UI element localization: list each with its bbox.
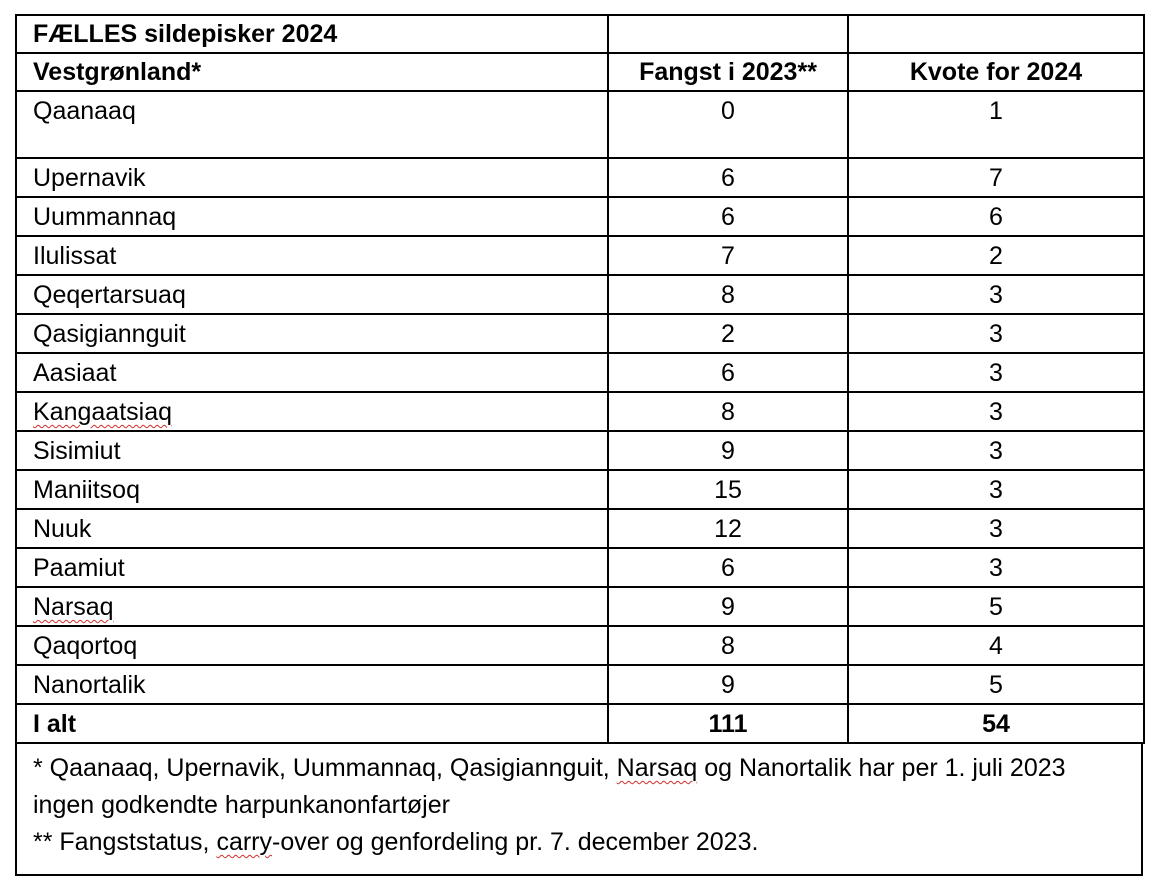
table-row — [16, 158, 1144, 197]
town-cell: Nuuk — [16, 509, 608, 548]
quota-cell: 5 — [848, 587, 1144, 626]
catch-cell: 8 — [608, 392, 848, 431]
table-row — [16, 314, 1144, 353]
catch-cell: 15 — [608, 470, 848, 509]
quota-table — [15, 14, 1145, 744]
footnote-1-text: * Qaanaaq, Upernavik, Uummannaq, Qasigiannguit, — [33, 754, 617, 782]
catch-cell: 6 — [608, 158, 848, 197]
catch-cell: 9 — [608, 665, 848, 704]
table-title: FÆLLES sildepisker 2024 — [16, 15, 608, 53]
catch-cell: 9 — [608, 587, 848, 626]
town-cell: Qasigiannguit — [16, 314, 608, 353]
quota-cell: 3 — [848, 314, 1144, 353]
town-cell: Upernavik — [16, 158, 608, 197]
table-row — [16, 275, 1144, 314]
catch-cell: 6 — [608, 353, 848, 392]
total-row — [16, 704, 1144, 743]
footnote-1 — [33, 750, 1131, 824]
spellcheck-word: carry — [216, 828, 272, 856]
table-row — [16, 626, 1144, 665]
table-row — [16, 431, 1144, 470]
quota-cell: 3 — [848, 431, 1144, 470]
town-cell: Aasiaat — [16, 353, 608, 392]
table-row — [16, 197, 1144, 236]
region-header: Vestgrønland* — [16, 53, 608, 91]
quota-cell: 2 — [848, 236, 1144, 275]
catch-cell: 2 — [608, 314, 848, 353]
town-cell: Ilulissat — [16, 236, 608, 275]
table-row — [16, 470, 1144, 509]
town-cell: Qaanaaq — [16, 91, 608, 158]
catch-cell: 8 — [608, 626, 848, 665]
catch-cell: 6 — [608, 548, 848, 587]
catch-header: Fangst i 2023** — [608, 53, 848, 91]
catch-cell: 9 — [608, 431, 848, 470]
footnote-1-text-end: og Nanortalik har per 1. juli 2023 ingen godkendte harpunkanonfartøjer — [33, 754, 1066, 819]
document — [15, 14, 1143, 876]
total-label: I alt — [16, 704, 608, 743]
footnote-2-text: ** Fangststatus, — [33, 828, 217, 856]
table-row — [16, 236, 1144, 275]
table-row — [16, 91, 1144, 158]
spellcheck-word: Kangaatsiaq — [33, 398, 173, 426]
footnote-2-text-end: -over og genfordeling pr. 7. december 2023. — [272, 828, 759, 856]
quota-cell: 4 — [848, 626, 1144, 665]
catch-cell: 8 — [608, 275, 848, 314]
table-row — [16, 509, 1144, 548]
catch-cell: 12 — [608, 509, 848, 548]
empty-cell — [848, 15, 1144, 53]
quota-cell: 1 — [848, 91, 1144, 158]
footnotes — [15, 744, 1143, 876]
table-row — [16, 587, 1144, 626]
total-quota: 54 — [848, 704, 1144, 743]
town-cell — [16, 392, 608, 431]
catch-cell: 6 — [608, 197, 848, 236]
town-cell: Nanortalik — [16, 665, 608, 704]
quota-cell: 3 — [848, 470, 1144, 509]
quota-cell: 3 — [848, 275, 1144, 314]
quota-cell: 3 — [848, 353, 1144, 392]
total-catch: 111 — [608, 704, 848, 743]
footnote-2 — [33, 824, 1131, 861]
table-row — [16, 548, 1144, 587]
town-cell: Qeqertarsuaq — [16, 275, 608, 314]
town-cell: Qaqortoq — [16, 626, 608, 665]
town-cell: Sisimiut — [16, 431, 608, 470]
quota-cell: 3 — [848, 392, 1144, 431]
catch-cell: 7 — [608, 236, 848, 275]
spellcheck-word: Narsaq — [616, 754, 698, 782]
header-row — [16, 53, 1144, 91]
table-row — [16, 665, 1144, 704]
town-cell: Uummannaq — [16, 197, 608, 236]
empty-cell — [608, 15, 848, 53]
town-cell — [16, 587, 608, 626]
quota-cell: 3 — [848, 509, 1144, 548]
data-rows — [16, 91, 1144, 704]
town-cell: Maniitsoq — [16, 470, 608, 509]
quota-cell: 5 — [848, 665, 1144, 704]
title-row — [16, 15, 1144, 53]
table-row — [16, 353, 1144, 392]
quota-header: Kvote for 2024 — [848, 53, 1144, 91]
spellcheck-word: Narsaq — [33, 593, 114, 621]
quota-cell: 3 — [848, 548, 1144, 587]
quota-cell: 6 — [848, 197, 1144, 236]
table-row — [16, 392, 1144, 431]
quota-cell: 7 — [848, 158, 1144, 197]
catch-cell: 0 — [608, 91, 848, 158]
town-cell: Paamiut — [16, 548, 608, 587]
